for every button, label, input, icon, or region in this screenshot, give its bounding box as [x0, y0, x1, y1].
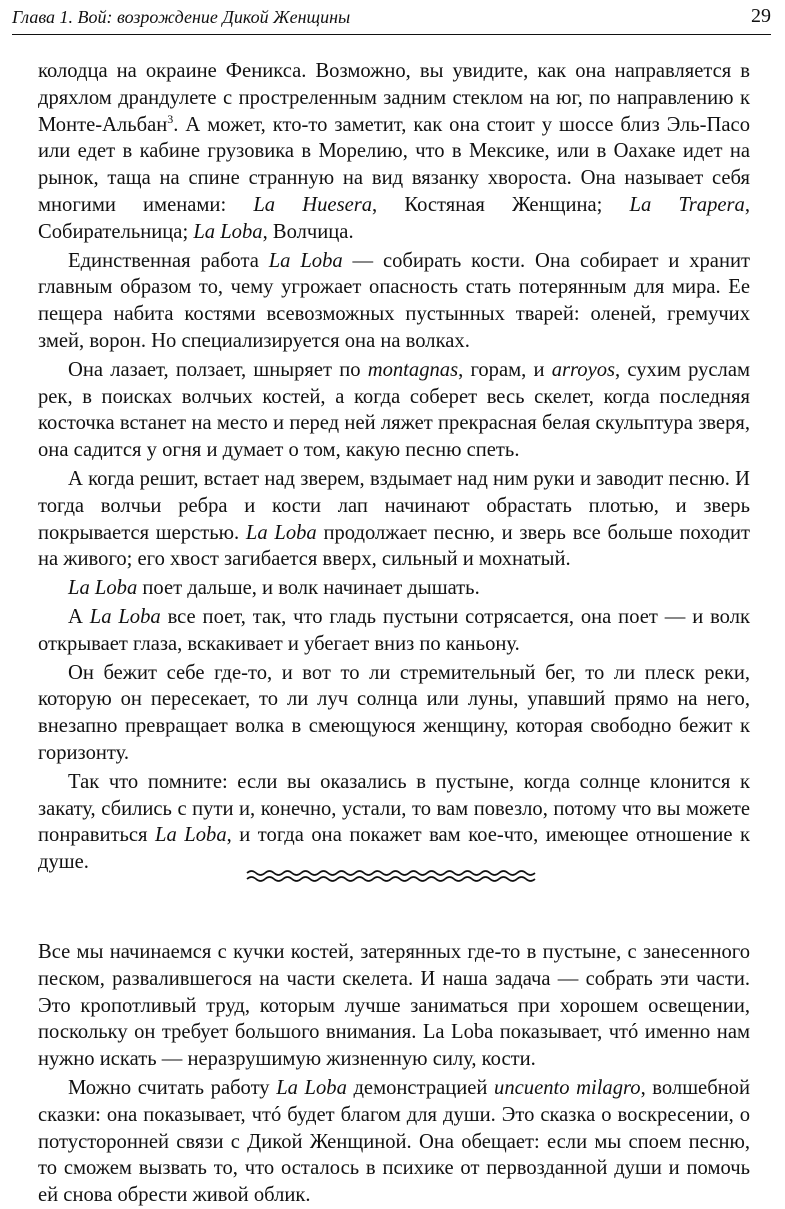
text-run: . А может, кто-то заметит, как она стоит у шоссе близ Эль-Пасо или едет в кабине грузовика в Морелию, что в Мексике, или в Оахаке идет на рынок, таща на спине странную на вид вязанку хвороста. Она называет себя многими именами: [38, 113, 750, 216]
text-run: колодца на окраине Феникса. Возможно, вы увидите, как она направляется в дряхлом драндулете с простреленным задним стеклом на юг, по направлению к Монте-Альбан [38, 60, 750, 136]
text-run: , Собирательница; [38, 193, 750, 243]
italic-term: La Huesera [253, 193, 373, 216]
italic-term: La Loba [276, 1076, 347, 1099]
paragraph [38, 357, 750, 464]
text-run: , волшебной сказки: она показывает, чтó будет благом для души. Это сказка о воскресении, о потусторонней связи с Дикой Женщиной. Она обещает: если мы споем песню, то сможем вызвать то, что осталось в психике от первозданной души и помочь ей снова обрести живой облик. [38, 1076, 751, 1207]
text-run: Она лазает, ползает, шныряет по [68, 358, 368, 381]
page-header [12, 0, 771, 35]
italic-term: La Loba [68, 577, 138, 600]
page-number: 29 [751, 5, 771, 27]
paragraph [38, 604, 750, 658]
italic-term: uncuento milagro [494, 1076, 641, 1099]
paragraph [38, 769, 750, 876]
italic-term: La Trapera [629, 193, 745, 216]
paragraph [38, 248, 750, 355]
text-run: все поет, так, что гладь пустыни сотрясается, она поет — и волк открывает глаза, вскакивает и убегает вниз по каньону. [38, 605, 750, 655]
paragraph [38, 58, 750, 246]
story-section [38, 58, 750, 876]
text-run: А [68, 605, 90, 628]
text-run: , Волчица. [262, 220, 354, 243]
text-run: А когда решит, встает над зверем, вздымает над ним руки и заводит песню. И тогда волчьи ребра и кости лап начинают обрастать плотью, и зверь покрывается шерстью. [38, 467, 750, 544]
running-head-title: Глава 1. Вой: возрождение Дикой Женщины [12, 7, 351, 27]
italic-term: La Loba [155, 824, 227, 847]
italic-term: La Loba [268, 249, 343, 272]
text-run: , горам, и [458, 358, 552, 381]
text-run: Единственная работа [68, 249, 269, 272]
text-run: Он бежит себе где-то, и вот то ли стремительный бег, то ли плеск реки, которую он пересекает, то ли луч солнца или луны, упавший прямо на него, внезапно превращает волка в смеющуюся женщину, которая свободно бежит к горизонту. [38, 661, 750, 764]
text-run: , сухим руслам рек, в поисках волчьих костей, а когда соберет весь скелет, когда последняя косточка встанет на место и перед ней ляжет прекрасная белая скульптура зверя, она садится у огня и думает о том, какую песню спеть. [38, 358, 750, 462]
text-run: поет дальше, и волк начинает дышать. [137, 577, 480, 600]
wave-divider-ornament [245, 866, 537, 886]
wave-line-top [247, 871, 535, 875]
paragraph [38, 466, 750, 573]
text-run: продолжает песню, и зверь все больше походит на живого; его хвост загибается вверх, сильный и мохнатый. [38, 521, 750, 571]
commentary-section [38, 939, 750, 1209]
wave-line-bottom [247, 877, 535, 881]
paragraph [38, 660, 750, 767]
text-run: Так что помните: если вы оказались в пустыне, когда солнце клонится к закату, сбились с пути и, конечно, устали, то вам повезло, потому что вы можете понравиться [38, 770, 750, 847]
text-run: Можно считать работу [68, 1076, 277, 1099]
text-run: , Костяная Женщина; [372, 193, 630, 216]
paragraph [38, 1075, 750, 1209]
text-run: Все мы начинаемся с кучки костей, затерянных где-то в пустыне, с занесенного песком, развалившегося на части скелета. И наша задача — собрать эти части. Это кропотливый труд, которым лучше заниматься при хорошем освещении, поскольку он требует большого внимания. La Loba показывает, чтó именно нам нужно искать — неразрушимую жизненную силу, кости. [38, 941, 750, 1071]
text-run: демонстрацией [346, 1076, 495, 1099]
italic-term: La Loba [89, 605, 161, 628]
paragraph [38, 939, 750, 1073]
italic-term: La Loba [193, 220, 263, 243]
italic-term: La Loba [245, 521, 317, 544]
paragraph [38, 575, 750, 602]
text-run: — собирать кости. Она собирает и хранит главным образом то, чему угрожает опасность стать потерянным для мира. Ее пещера набита костями всевозможных пустынных тварей: оленей, гремучих змей, ворон. Но специализируется она на волках. [38, 249, 750, 352]
italic-term: montagnas [367, 358, 459, 381]
footnote-mark: 3 [167, 111, 174, 126]
italic-term: arroyos [551, 358, 616, 381]
text-run: , и тогда она покажет вам кое-что, имеющее отношение к душе. [38, 824, 750, 874]
